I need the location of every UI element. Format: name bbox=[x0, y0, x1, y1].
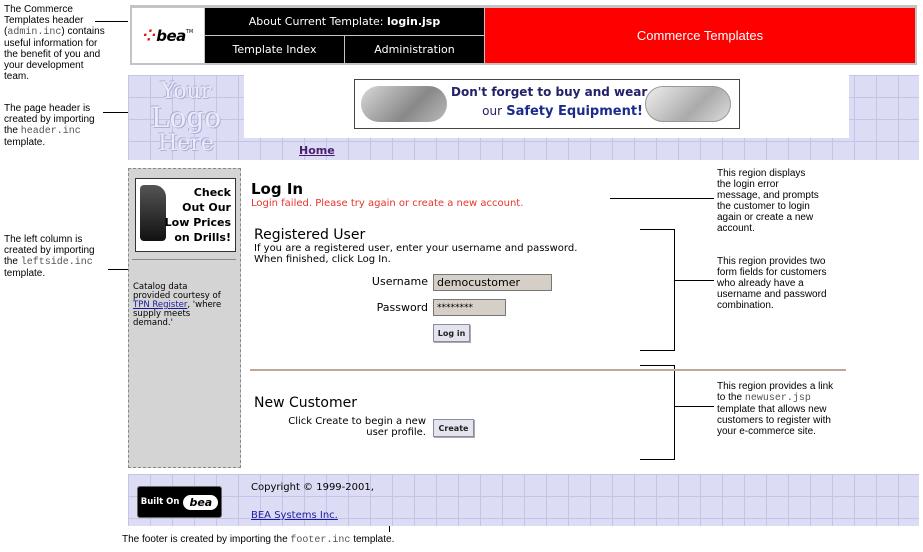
tpn-register-link[interactable]: TPN Register bbox=[133, 300, 188, 310]
ad-line-1: Don't forget to buy and wear bbox=[451, 85, 648, 99]
annotation-new-user-leader bbox=[674, 406, 714, 407]
brand-bar: Commerce Templates bbox=[485, 8, 915, 63]
safety-equipment-ad[interactable] bbox=[354, 79, 740, 129]
drill-icon bbox=[140, 185, 166, 241]
annotation-login-error: This region displays the login error message, and prompts the customer to login again or create a new account. bbox=[717, 168, 819, 234]
username-field[interactable]: democustomer bbox=[433, 274, 552, 291]
registered-user-desc: If you are a registered user, enter your username and password. When finished, click Log In. bbox=[254, 243, 578, 265]
page-title: Log In bbox=[251, 180, 304, 198]
bea-systems-link[interactable]: BEA Systems Inc. bbox=[251, 510, 338, 521]
catalog-credit: Catalog data provided courtesy of TPN Register, 'where supply meets demand.' bbox=[133, 282, 222, 328]
administration-link[interactable]: Administration bbox=[345, 36, 484, 63]
annotation-page-header: The page header is created by importing the header.inc template. bbox=[4, 103, 95, 148]
bea-logo-box: ⁘ bea TM bbox=[132, 8, 204, 63]
badge-bea-logo: bea bbox=[183, 495, 218, 510]
template-index-link[interactable]: Template Index bbox=[205, 36, 344, 63]
built-on-bea-badge: Built On bea bbox=[137, 486, 222, 518]
bea-logo: bea bbox=[156, 26, 186, 45]
copyright-text: Copyright © 1999-2001, bbox=[251, 482, 374, 493]
annotation-header: The Commerce Templates header (admin.inc) contains useful information for the benefit of you and your development team. bbox=[4, 4, 105, 82]
top-header bbox=[130, 5, 917, 65]
create-button[interactable]: Create bbox=[433, 419, 474, 437]
username-label: Username bbox=[371, 275, 428, 288]
about-template-bar: About Current Template: login.jsp bbox=[205, 8, 484, 35]
new-customer-title: New Customer bbox=[254, 395, 357, 411]
sidebar-divider bbox=[132, 259, 236, 260]
home-link[interactable]: Home bbox=[299, 144, 335, 157]
annotation-form-fields-bracket bbox=[640, 229, 675, 351]
goggles-image-right bbox=[645, 86, 731, 122]
logo-placeholder: Your Logo Here bbox=[150, 78, 222, 156]
password-field[interactable]: ******** bbox=[433, 299, 506, 316]
annotation-new-user: This region provides a link to the newuser.jsp template that allows new customers to register with your e-commerce site. bbox=[717, 381, 834, 437]
password-label: Password bbox=[376, 301, 428, 314]
annotation-login-error-leader bbox=[610, 198, 714, 199]
goggles-image-left bbox=[361, 86, 447, 122]
registered-user-title: Registered User bbox=[254, 227, 366, 243]
drill-promo[interactable] bbox=[135, 178, 236, 252]
annotation-footer: The footer is created by importing the footer.inc template. bbox=[122, 534, 395, 546]
annotation-left-column: The left column is created by importing the leftside.inc template. bbox=[4, 234, 95, 279]
section-divider bbox=[250, 369, 846, 371]
login-button[interactable]: Log in bbox=[433, 324, 470, 342]
login-error-message: Login failed. Please try again or create a new account. bbox=[251, 198, 524, 209]
ad-line-2: our Safety Equipment! bbox=[482, 104, 643, 119]
footer bbox=[128, 474, 919, 526]
annotation-form-fields-leader bbox=[674, 280, 714, 281]
new-customer-desc: Click Create to begin a new user profile. bbox=[288, 416, 426, 438]
bea-logo-icon: ⁘ bbox=[142, 26, 157, 45]
drill-promo-text: Check Out Our Low Prices on Drills! bbox=[164, 186, 231, 244]
annotation-header-leader bbox=[95, 21, 128, 22]
annotation-page-header-leader bbox=[103, 112, 128, 113]
annotation-new-user-bracket bbox=[640, 365, 675, 460]
annotation-form-fields: This region provides two form fields for customers who already have a username and password combination. bbox=[717, 256, 827, 311]
